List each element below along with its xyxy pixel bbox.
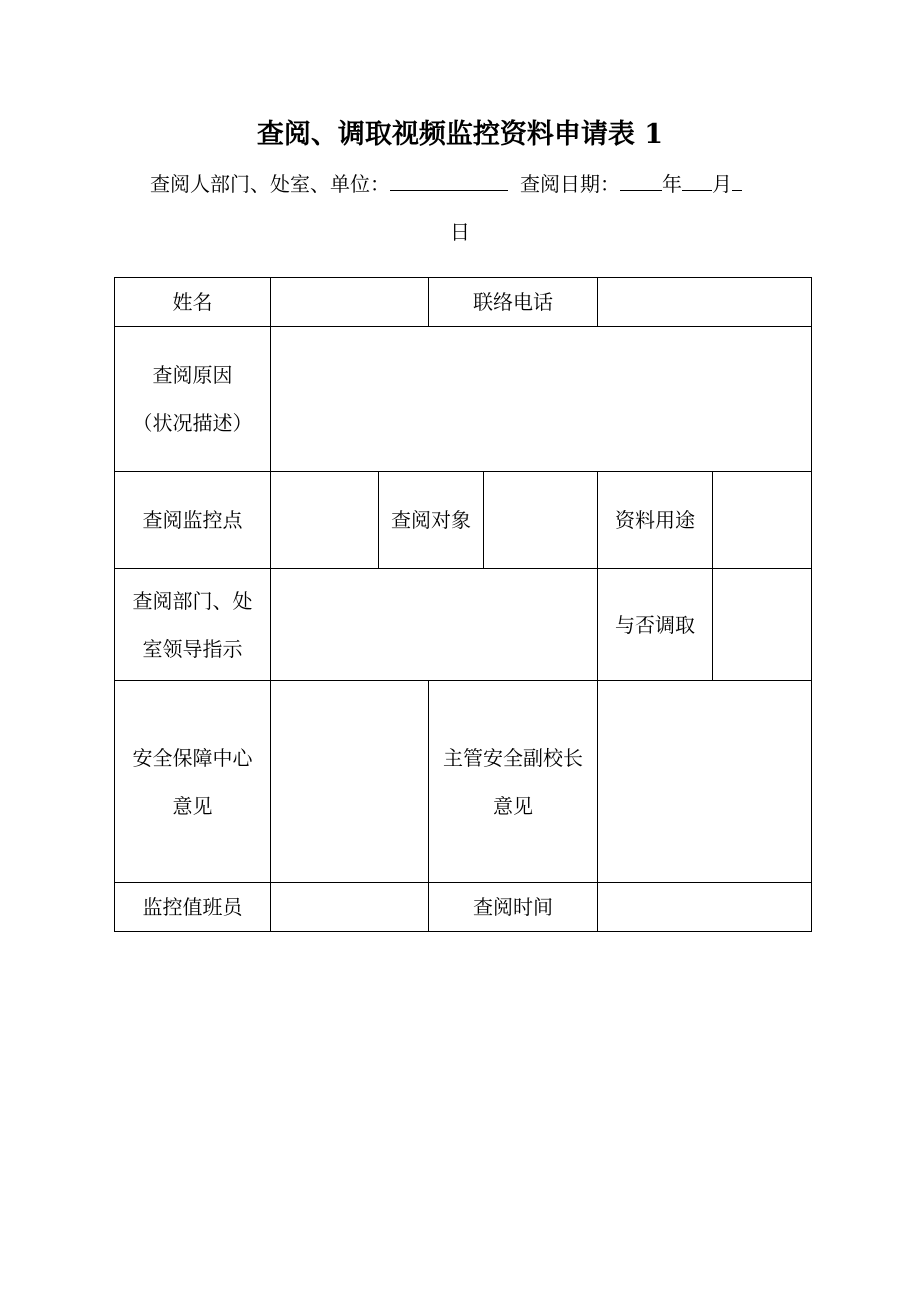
retrieve-field[interactable] [713, 569, 811, 680]
applicant-info-line [150, 168, 742, 200]
security-center-field[interactable] [271, 681, 428, 882]
vice-principal-field[interactable] [598, 681, 811, 882]
view-time-field[interactable] [598, 883, 811, 931]
duty-officer-field[interactable] [271, 883, 428, 931]
dept-blank[interactable] [390, 168, 508, 191]
year-blank[interactable] [620, 168, 662, 191]
form-title: 查阅、调取视频监控资料申请表 1 [256, 119, 664, 150]
name-field[interactable] [271, 278, 428, 326]
application-form-table [114, 277, 812, 932]
duty-officer-label: 监控值班员 [142, 895, 243, 919]
target-label: 查阅对象 [391, 508, 471, 532]
leader-instruction-label: 查阅部门、处 室领导指示 [132, 588, 253, 661]
month-blank[interactable] [682, 168, 712, 191]
security-center-label: 安全保障中心 意见 [132, 745, 253, 818]
day-label: 日 [450, 220, 470, 244]
date-label: 查阅日期： [520, 172, 620, 196]
purpose-label: 资料用途 [615, 508, 695, 532]
retrieve-label: 与否调取 [615, 612, 695, 637]
day-blank[interactable] [732, 168, 742, 191]
monitor-point-label: 查阅监控点 [142, 508, 243, 532]
phone-field[interactable] [598, 278, 811, 326]
reason-label: 查阅原因 （状况描述） [132, 363, 253, 435]
monitor-point-field[interactable] [271, 472, 378, 568]
month-label: 月 [712, 172, 732, 196]
target-field[interactable] [484, 472, 597, 568]
view-time-label: 查阅时间 [473, 895, 553, 919]
vice-principal-label: 主管安全副校长 意见 [443, 745, 583, 818]
year-label: 年 [662, 172, 682, 196]
leader-instruction-field[interactable] [271, 569, 597, 680]
reason-field[interactable] [271, 327, 811, 471]
phone-label: 联络电话 [473, 290, 553, 314]
purpose-field[interactable] [713, 472, 811, 568]
name-label: 姓名 [172, 290, 213, 314]
dept-label: 查阅人部门、处室、单位： [150, 172, 390, 196]
